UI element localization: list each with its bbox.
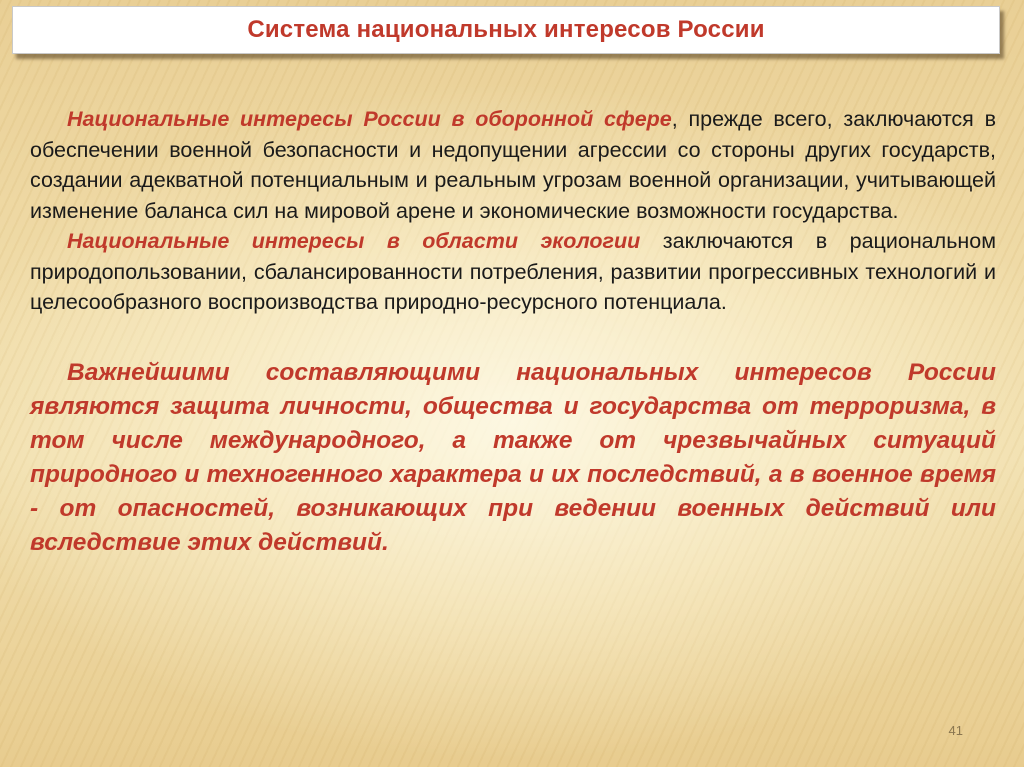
paragraph-important: Важнейшими составляющими национальных интересов России являются защита личности, общества и государства от терроризма, в том числе международного, а также от чрезвычайных ситуаций природного и техногенного характера и их последствий, а в военное время - от опасностей, возникающих при ведении военных действий или вследствие этих действий. xyxy=(30,358,996,556)
paragraph-ecology xyxy=(30,226,996,318)
slide-title: Система национальных интересов России xyxy=(247,16,765,43)
slide-number: 41 xyxy=(948,723,963,738)
paragraph-ecology-accent: Национальные интересы в области экологии xyxy=(67,229,641,253)
slide-content xyxy=(30,104,996,584)
paragraph-defense-text: , прежде всего, заключаются в обеспечении военной безопасности и недопущении агрессии со стороны других государств, создании адекватной потенциальным и реальным угрозам военной организации, учитывающей изменение баланса сил на мировой арене и экономические возможности государства. xyxy=(30,107,996,223)
title-box xyxy=(12,6,1000,54)
paragraph-defense-accent: Национальные интересы России в оборонной сфере xyxy=(67,107,672,131)
paragraph-defense xyxy=(30,104,996,226)
paragraph-ecology-text: заключаются в рациональном природопользовании, сбалансированности потребления, развитии прогрессивных технологий и целесообразного воспроизводства природно-ресурсного потенциала. xyxy=(30,229,997,314)
